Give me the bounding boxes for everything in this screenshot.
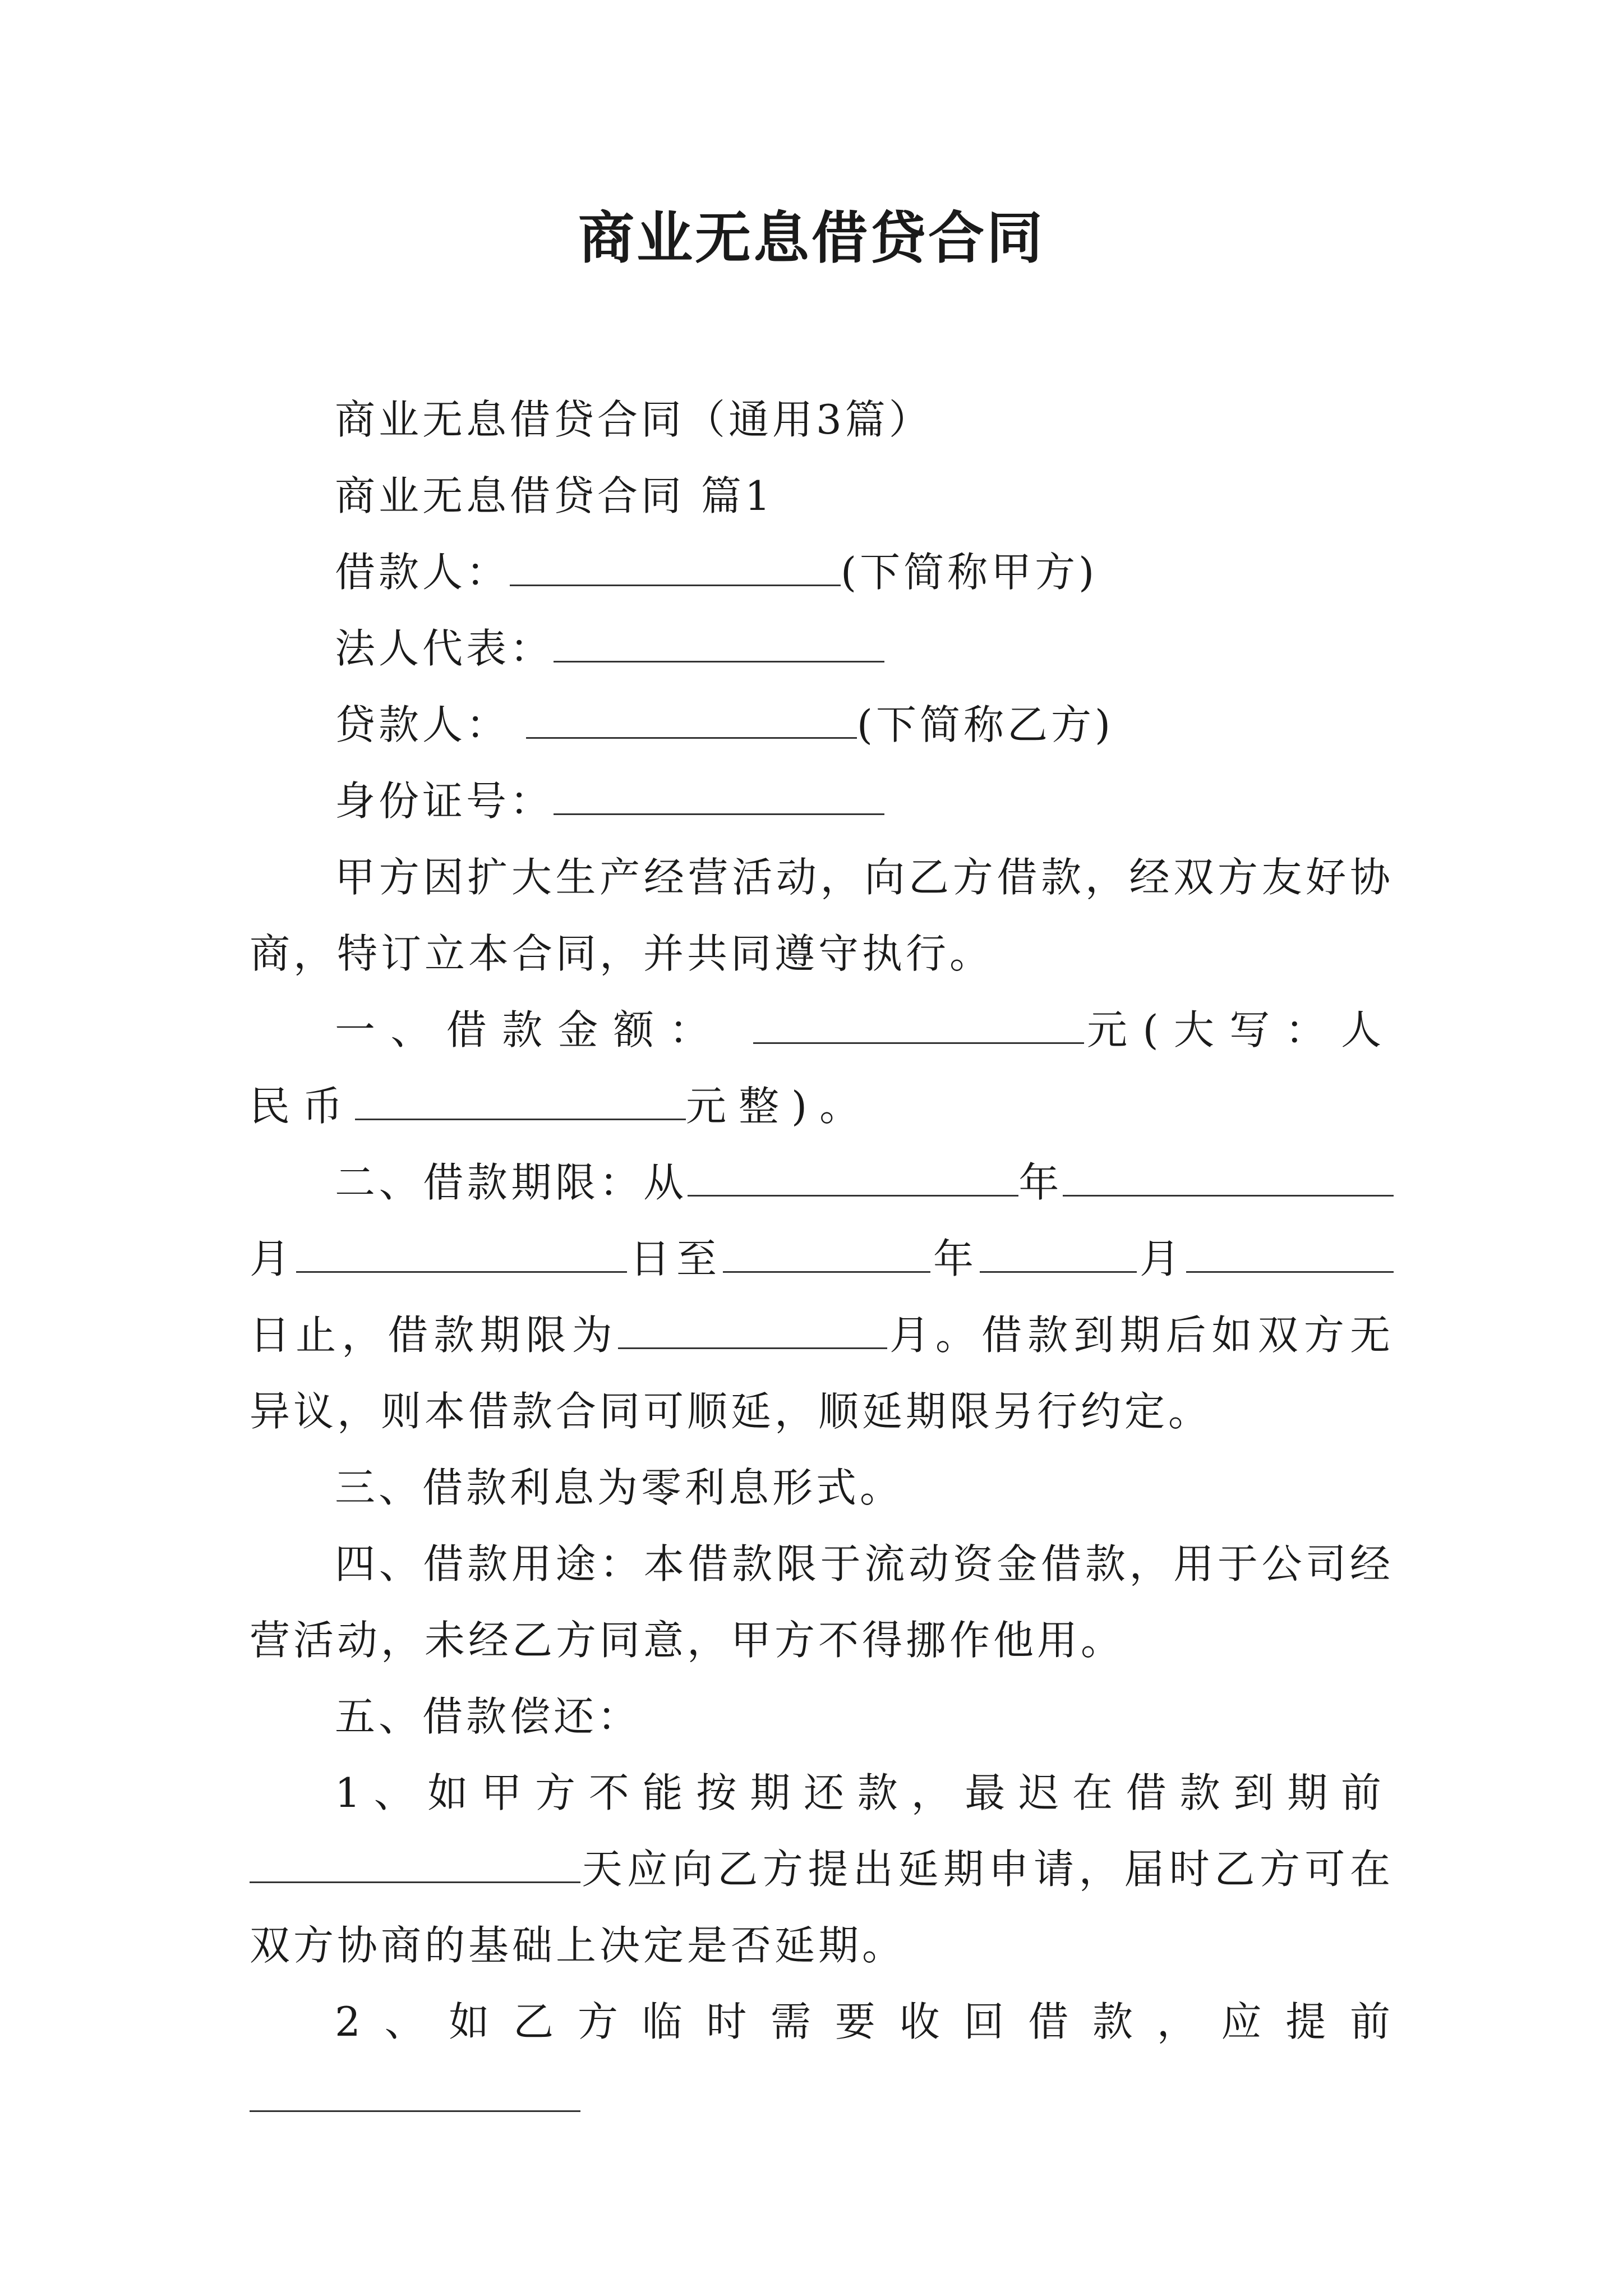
clause-5-1-suffix: 天应向乙方提出延期申请，届时乙方可在双方协商的基础上决定是否延期。 xyxy=(250,1846,1394,1969)
clause-1-prefix: 一、借款金额： xyxy=(335,1006,725,1053)
clause-5-1-prefix: 1、如甲方不能按期还款，最迟在借款到期前 xyxy=(335,1769,1394,1816)
clause-5-2 xyxy=(250,1984,1394,2136)
recall-notice-blank xyxy=(250,2076,580,2112)
borrower-suffix: (下简称甲方) xyxy=(841,549,1098,596)
clause-2-prefix: 二、借款期限：从 xyxy=(335,1159,688,1206)
clause-2-month: 月 xyxy=(250,1235,296,1282)
lender-suffix: (下简称乙方) xyxy=(856,701,1114,748)
amount-words-blank xyxy=(355,1084,686,1120)
document-subtitle: 商业无息借贷合同（通用3篇） xyxy=(335,396,933,443)
legal-rep-label: 法人代表： xyxy=(335,625,554,672)
clause-2 xyxy=(250,1144,1394,1450)
clause-5-heading: 五、借款偿还： xyxy=(335,1693,642,1740)
legal-rep-line xyxy=(250,610,1394,687)
clause-2-year: 年 xyxy=(1018,1159,1063,1206)
clause-1-suffix: 元整)。 xyxy=(686,1083,873,1130)
clause-4: 四、借款用途：本借款限于流动资金借款，用于公司经营活动，未经乙方同意，甲方不得挪作他用。 xyxy=(250,1540,1394,1664)
end-day-blank xyxy=(1186,1236,1394,1273)
extension-days-blank xyxy=(250,1847,580,1883)
clause-2-month2: 月 xyxy=(1136,1235,1186,1282)
end-year-blank xyxy=(723,1236,930,1273)
lender-label: 贷款人： xyxy=(335,701,510,748)
clause-5-1 xyxy=(250,1755,1394,1984)
lender-blank xyxy=(526,702,857,739)
term-months-blank xyxy=(618,1313,887,1349)
borrower-label: 借款人： xyxy=(335,549,510,596)
clause-3: 三、借款利息为零利息形式。 xyxy=(335,1464,904,1511)
clause-1 xyxy=(250,992,1394,1144)
borrower-blank xyxy=(510,550,841,586)
document-body xyxy=(250,381,1394,2136)
id-label: 身份证号： xyxy=(335,777,554,825)
start-month-blank xyxy=(1063,1160,1394,1197)
amount-blank xyxy=(753,1007,1084,1044)
clause-2-year2: 年 xyxy=(930,1235,980,1282)
clause-1-mid: 元(大写：人民币 xyxy=(250,1006,1394,1130)
document-title: 商业无息借贷合同 xyxy=(578,205,1045,271)
clause-5-2-prefix: 2、如乙方临时需要收回借款，应提前 xyxy=(335,1998,1394,2045)
legal-rep-blank xyxy=(554,626,884,662)
start-day-blank xyxy=(296,1236,627,1273)
clause-2-day-end: 日止，借款期限为 xyxy=(250,1312,618,1359)
lender-line xyxy=(250,687,1394,763)
id-line xyxy=(250,763,1394,839)
start-year-blank xyxy=(688,1160,1018,1197)
section-heading: 商业无息借贷合同 篇1 xyxy=(335,472,774,519)
clause-2-tail: 月。借款到期后如双方无异议，则本借款合同可顺延，顺延期限另行约定。 xyxy=(250,1312,1394,1435)
intro-paragraph: 甲方因扩大生产经营活动，向乙方借款，经双方友好协商，特订立本合同，并共同遵守执行。 xyxy=(250,854,1394,977)
end-month-blank xyxy=(980,1236,1137,1273)
borrower-line xyxy=(250,534,1394,610)
id-blank xyxy=(554,779,884,815)
clause-2-day-to: 日至 xyxy=(627,1235,723,1282)
